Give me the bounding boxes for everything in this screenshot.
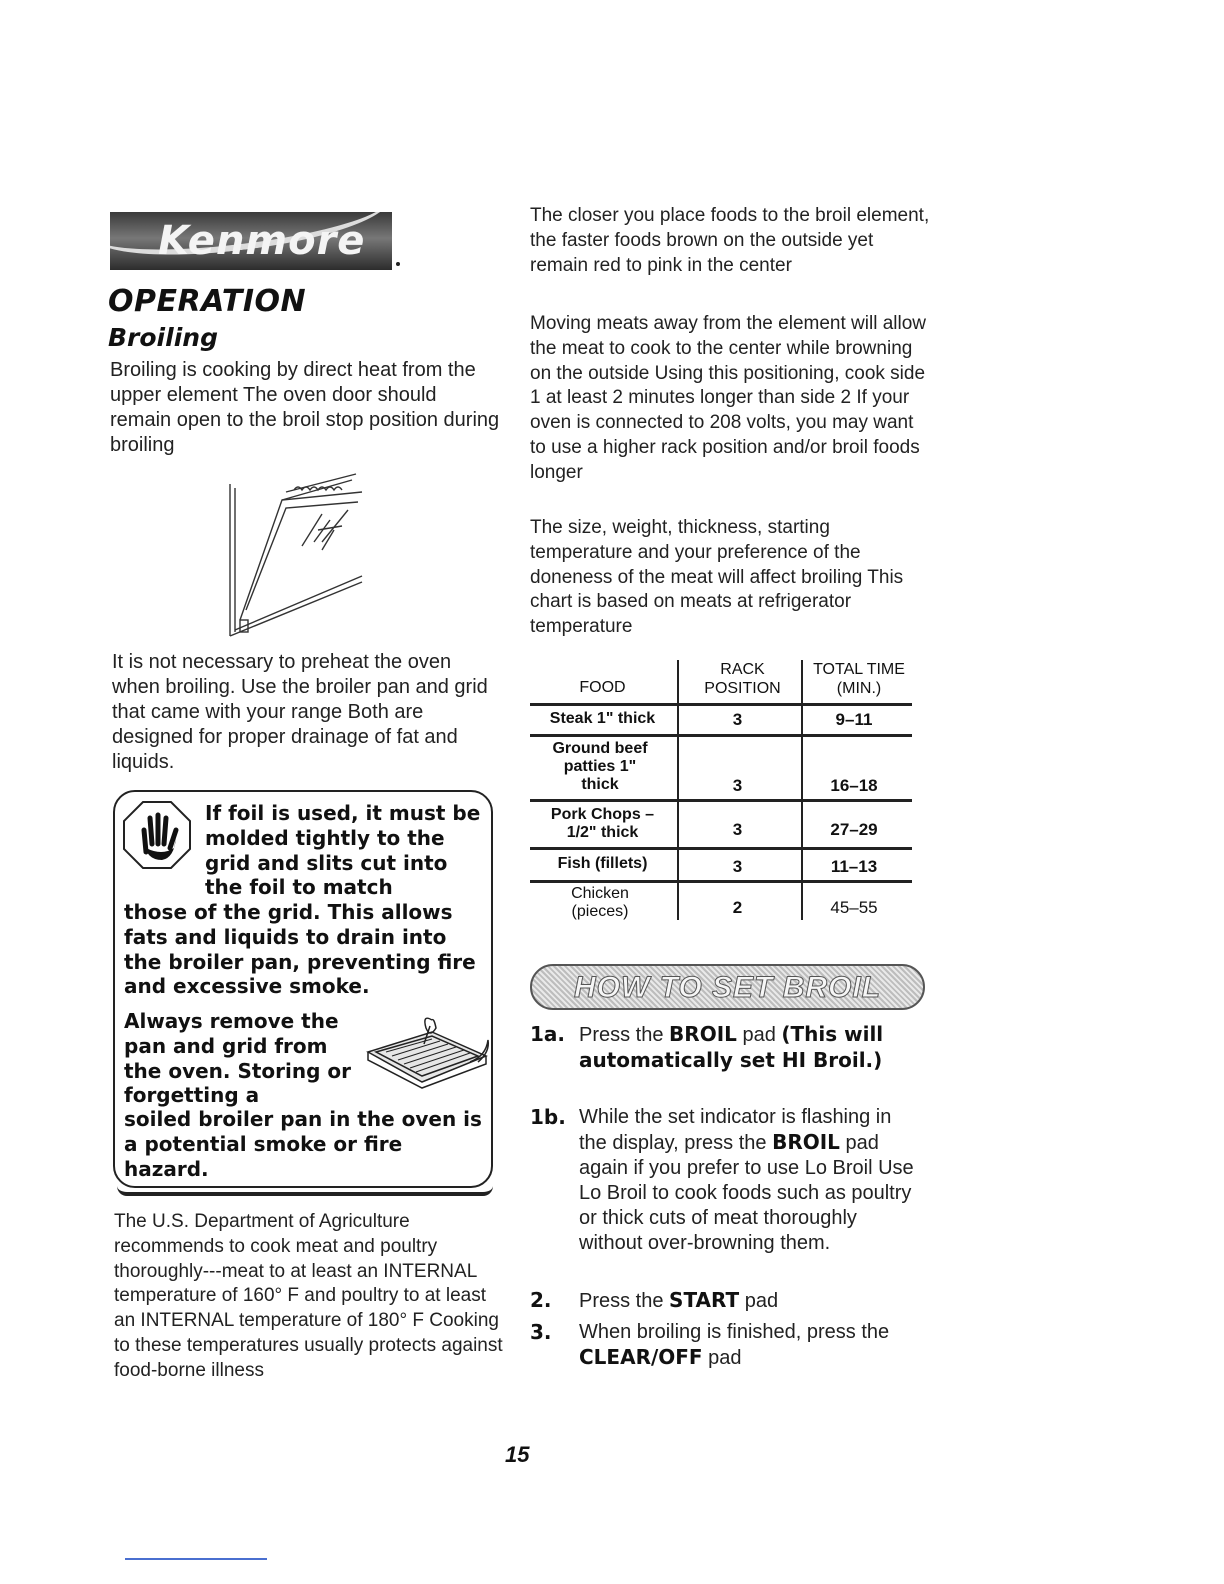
- table-cell-rack: 3: [732, 776, 743, 795]
- table-cell-time: 16–18: [830, 776, 878, 795]
- step-text: pad: [702, 1347, 742, 1369]
- step-number: 3.: [530, 1320, 552, 1344]
- step-number: 2.: [530, 1288, 552, 1312]
- step-text: Press the: [579, 1290, 670, 1312]
- table-rule: [530, 880, 912, 883]
- table-rule: [530, 703, 912, 706]
- kenmore-logo: [110, 212, 392, 270]
- table-cell-rack: 3: [732, 710, 743, 729]
- usda-paragraph: The U.S. Department of Agriculture recommends to cook meat and poultry thoroughly---meat to at least an INTERNAL temperature of 160° F and poultry to at least an INTERNAL temperature of 180° F Cooking to these temperatures usually protects against food-borne illness: [114, 1211, 503, 1381]
- stop-hand-icon: [122, 800, 192, 870]
- logo-wordmark: Kenmore: [158, 218, 366, 264]
- how-to-set-broil-banner: [530, 964, 925, 1010]
- step-1a: [579, 1022, 919, 1074]
- step-text: pad again if you prefer to use Lo Broil Use Lo Broil to cook foods such as poultry or thick cuts of meat thoroughly without over-browning them.: [579, 1132, 914, 1254]
- start-pad-label: START: [669, 1288, 740, 1312]
- warning-text-1: If foil is used, it must be molded tightly to the grid and slits cut into the foil to match: [205, 801, 481, 900]
- banner-text: HOW TO SET BROIL: [573, 971, 882, 1004]
- hi-broil-note: (This will automatically set HI Broil.): [579, 1022, 884, 1072]
- table-rule: [530, 799, 912, 802]
- subsection-heading: Broiling: [108, 323, 218, 352]
- warning-text-3: Always remove the pan and grid from the oven. Storing or forgetting a: [124, 1009, 352, 1108]
- table-cell-rack: 3: [732, 820, 743, 839]
- header-time: TOTAL TIME (MIN.): [813, 661, 905, 697]
- moving-paragraph: Moving meats away from the element will allow the meat to cook to the center while browning on the outside Using this positioning, cook side 1 at least 2 minutes longer than side 2 If your oven is connected to 208 volts, you may want to use a higher rack position and/or broil foods longer: [530, 313, 926, 483]
- oven-door-illustration: [222, 470, 382, 640]
- header-rack: RACK POSITION: [704, 661, 781, 697]
- table-cell-food: Fish (fillets): [557, 855, 648, 872]
- table-rule: [530, 847, 912, 850]
- table-cell-time: 11–13: [830, 857, 878, 876]
- broiler-pan-icon: [362, 1012, 492, 1092]
- logo-dot: [396, 262, 400, 266]
- step-text: pad: [736, 1024, 782, 1046]
- table-cell-food: Ground beef patties 1" thick: [552, 740, 648, 793]
- closer-paragraph: The closer you place foods to the broil element, the faster foods brown on the outside yet remain red to pink in the center: [530, 205, 930, 276]
- footer-line: [125, 1558, 267, 1560]
- table-cell-rack: 2: [732, 898, 743, 917]
- step-text: Press the: [579, 1024, 670, 1046]
- table-rule: [530, 734, 912, 737]
- step-text: While the set indicator is flashing in the display, press the: [579, 1106, 892, 1154]
- step-2: [579, 1288, 919, 1314]
- broil-pad-label: BROIL: [669, 1022, 737, 1046]
- step-number: 1b.: [530, 1105, 566, 1129]
- warning-text-2: those of the grid. This allows fats and liquids to drain into the broiler pan, preventing fire and excessive smoke.: [124, 900, 476, 999]
- clear-off-pad-label: CLEAR/OFF: [579, 1345, 703, 1369]
- table-cell-food: Steak 1" thick: [549, 710, 656, 727]
- header-food: FOOD: [579, 679, 626, 696]
- step-1b: [579, 1105, 919, 1256]
- warning-text-4: soiled broiler pan in the oven is a potential smoke or fire hazard.: [124, 1107, 482, 1181]
- warning-box-shadow: [117, 1186, 493, 1196]
- table-cell-time: 9–11: [835, 710, 873, 729]
- section-heading: OPERATION: [108, 284, 307, 319]
- size-paragraph: The size, weight, thickness, starting temperature and your preference of the doneness of the meat will affect broiling This chart is based on meats at refrigerator temperature: [530, 517, 904, 638]
- table-cell-food: Pork Chops – 1/2" thick: [550, 806, 655, 841]
- broil-pad-label: BROIL: [772, 1130, 840, 1154]
- table-cell-rack: 3: [732, 857, 743, 876]
- page-number: 15: [505, 1442, 530, 1467]
- table-cell-food: Chicken (pieces): [571, 885, 629, 920]
- table-cell-time: 27–29: [830, 820, 878, 839]
- step-3: [579, 1320, 919, 1371]
- step-text: When broiling is finished, press the: [579, 1321, 890, 1343]
- table-cell-time: 45–55: [830, 898, 878, 917]
- step-text: pad: [739, 1290, 779, 1312]
- step-number: 1a.: [530, 1022, 566, 1046]
- intro-paragraph: Broiling is cooking by direct heat from the upper element The oven door should remain open to the broil stop position during broiling: [110, 359, 500, 456]
- preheat-paragraph: It is not necessary to preheat the oven when broiling. Use the broiler pan and grid that came with your range Both are designed for proper drainage of fat and liquids.: [112, 651, 488, 773]
